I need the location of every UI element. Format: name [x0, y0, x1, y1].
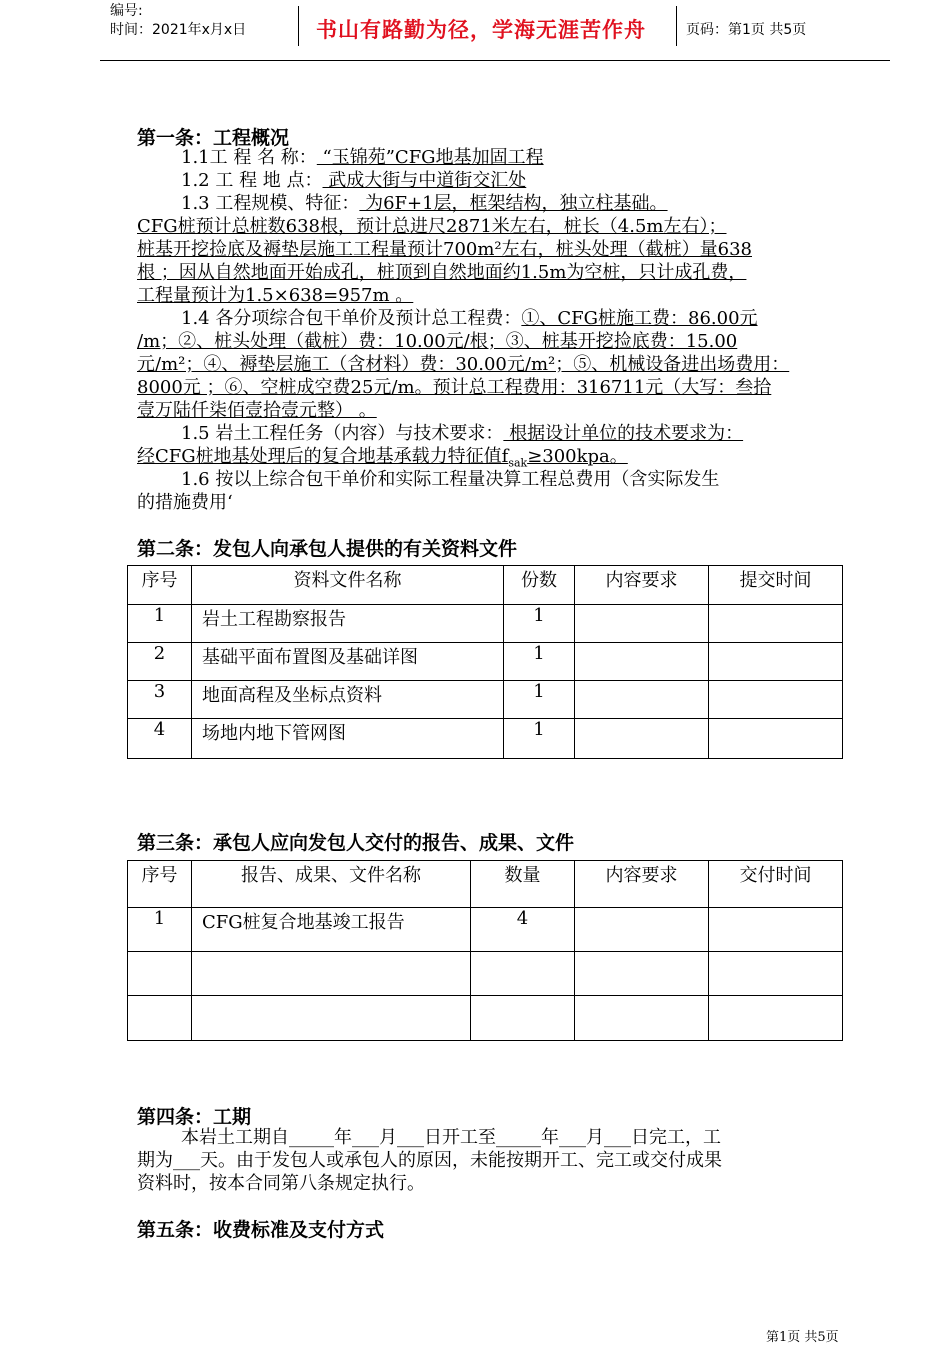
code-label: 编号:	[110, 3, 143, 19]
table-header-row	[128, 566, 843, 605]
table-row	[128, 952, 843, 996]
text-line: 根 ；因从自然地面开始成孔，桩顶到自然地面约1.5m为空桩，只计成孔费，	[137, 262, 747, 283]
table-header: 交付时间	[709, 861, 843, 908]
header-page-info: 页码：第1页 共5页	[686, 22, 807, 38]
table-row: 4 场地内地下管网图 1	[128, 719, 843, 759]
text-line: /m；②、桩头处理（截桩）费：10.00元/根；③、桩基开挖捡底费：15.00	[137, 331, 738, 352]
project-location-line: 1.2 工 程 地 点： 武成大街与中道街交汇处	[181, 170, 527, 191]
table-header: 提交时间	[709, 566, 843, 605]
text-line: 桩基开挖捡底及褥垫层施工工程量预计700m²左右，桩头处理（截桩）量638	[137, 239, 752, 260]
materials-table	[127, 565, 843, 759]
text-line: 工程量预计为1.5×638=957m 。	[137, 285, 414, 306]
section-5-title: 第五条：收费标准及支付方式	[137, 1219, 385, 1241]
table-header: 序号	[128, 566, 192, 605]
text-line: 元/m²；④、褥垫层施工（含材料）费：30.00元/m²；⑤、机械设备进出场费用：	[137, 354, 790, 375]
text-line: 1.6 按以上综合包干单价和实际工程量决算工程总费用（含实际发生	[181, 469, 720, 490]
deliverables-table	[127, 860, 843, 1041]
task-requirement-line: 1.5 岩土工程任务（内容）与技术要求： 根据设计单位的技术要求为：	[181, 423, 744, 444]
text-line: CFG桩预计总桩数638根，预计总进尺2871米左右，桩长（4.5m左右）；	[137, 216, 727, 237]
table-header: 份数	[504, 566, 575, 605]
header-divider	[298, 6, 299, 46]
table-header: 数量	[471, 861, 575, 908]
table-header: 内容要求	[575, 566, 709, 605]
table-row: 1 岩土工程勘察报告 1	[128, 605, 843, 643]
header-meta	[110, 2, 246, 40]
table-row: 1 CFG桩复合地基竣工报告 4	[128, 908, 843, 952]
table-row: 2 基础平面布置图及基础详图 1	[128, 643, 843, 681]
project-scale-line: 1.3 工程规模、特征： 为6F+1层，框架结构，独立柱基础。	[181, 193, 668, 214]
footer-page-number: 第1页 共5页	[766, 1330, 839, 1345]
table-header: 内容要求	[575, 861, 709, 908]
table-header: 资料文件名称	[192, 566, 504, 605]
text-line: 壹万陆仟柒佰壹拾壹元整） 。	[137, 400, 377, 421]
table-header-row	[128, 861, 843, 908]
text-line: 期为___天。由于发包人或承包人的原因，未能按期开工、完工或交付成果	[137, 1150, 722, 1171]
section-3-title: 第三条：承包人应向发包人交付的报告、成果、文件	[137, 832, 575, 854]
table-header: 序号	[128, 861, 192, 908]
page-header	[100, 0, 890, 61]
section-4-title: 第四条：工期	[137, 1106, 252, 1128]
table-row: 3 地面高程及坐标点资料 1	[128, 681, 843, 719]
bearing-capacity-line: 经CFG桩地基处理后的复合地基承载力特征值$f_{sak}\ge 300kpa$。	[137, 446, 628, 470]
text-line: 的措施费用‘	[137, 492, 233, 513]
text-line: 8000元 ；⑥、空桩成空费25元/m。预计总工程费用：316711元（大写：叁拾	[137, 377, 772, 398]
table-header: 报告、成果、文件名称	[192, 861, 471, 908]
table-row	[128, 996, 843, 1041]
section-2-title: 第二条：发包人向承包人提供的有关资料文件	[137, 538, 518, 560]
header-motto: 书山有路勤为径，学海无涯苦作舟	[316, 18, 646, 42]
text-line: 资料时，按本合同第八条规定执行。	[137, 1173, 425, 1194]
time-label: 时间：2021年x月x日	[110, 22, 247, 38]
header-divider	[676, 6, 677, 46]
text-line: 本岩土工期自_____年___月___日开工至_____年___月___日完工，工	[181, 1127, 721, 1148]
section-1-title: 第一条：工程概况	[137, 127, 290, 149]
project-name-line: 1.1工 程 名 称： “玉锦苑”CFG地基加固工程	[181, 147, 544, 168]
unit-price-line: 1.4 各分项综合包干单价及预计总工程费：①、CFG桩施工费：86.00元	[181, 308, 758, 329]
